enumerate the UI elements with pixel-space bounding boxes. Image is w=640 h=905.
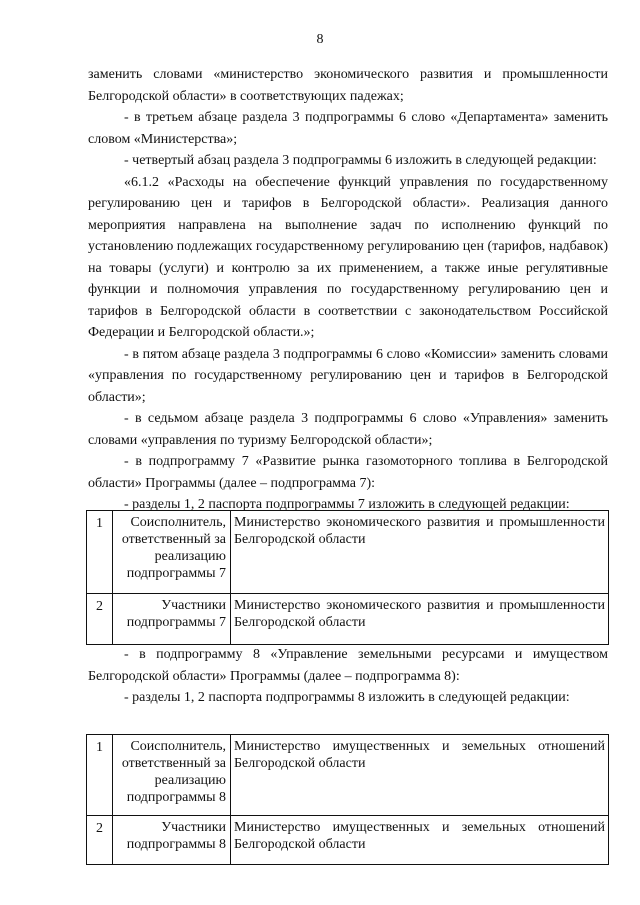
passport-table-subprogram-7 [86, 510, 609, 645]
amendments-text-block [88, 64, 608, 516]
paragraph: - в седьмом абзаце раздела 3 подпрограммы 6 слово «Управления» заменить словами «управления по туризму Белгородской области»; [88, 411, 608, 448]
page-number: 8 [316, 32, 324, 47]
row-value: Министерство экономического развития и промышленности Белгородской области [231, 511, 609, 594]
paragraph: - в подпрограмму 7 «Развитие рынка газомоторного топлива в Белгородской области» Программы (далее – подпрограмма 7): [88, 454, 608, 491]
row-label: Соисполнитель, ответственный за реализацию подпрограммы 8 [113, 735, 231, 816]
paragraph: заменить словами «министерство экономического развития и промышленности Белгородской области» в соответствующих падежах; [88, 67, 608, 104]
row-value: Министерство имущественных и земельных отношений Белгородской области [231, 816, 609, 865]
quoted-paragraph: «6.1.2 «Расходы на обеспечение функций управления по государственному регулированию цен и тарифов в Белгородской области». Реализация данного мероприятия направлена на выполнение задач по исполнению функций по установлению подлежащих государственному регулированию цен (тарифов, надбавок) на товары (услуги) и контролю за их применением, а также иные регулятивные функции и полномочия управления по государственному регулированию цен и тарифов в Белгородской области в соответствии с законодательством Российской Федерации и Белгородской области.»; [88, 174, 608, 340]
table-row [87, 594, 609, 645]
row-label: Соисполнитель, ответственный за реализацию подпрограммы 7 [113, 511, 231, 594]
amendments-text-block-2 [88, 644, 608, 709]
table-row [87, 735, 609, 816]
row-label: Участники подпрограммы 7 [113, 594, 231, 645]
paragraph: - четвертый абзац раздела 3 подпрограммы 6 изложить в следующей редакции: [124, 153, 597, 168]
paragraph: - в подпрограмму 8 «Управление земельными ресурсами и имуществом Белгородской области» Программы (далее – подпрограмма 8): [88, 647, 608, 684]
row-number: 1 [87, 511, 113, 594]
paragraph: - разделы 1, 2 паспорта подпрограммы 8 изложить в следующей редакции: [124, 690, 570, 705]
passport-table-subprogram-8 [86, 734, 609, 865]
row-label: Участники подпрограммы 8 [113, 816, 231, 865]
paragraph: - разделы 1, 2 паспорта подпрограммы 7 изложить в следующей редакции: [124, 497, 570, 512]
paragraph: - в пятом абзаце раздела 3 подпрограммы 6 слово «Комиссии» заменить словами «управления по государственному регулированию цен и тарифов в Белгородской области»; [88, 346, 608, 405]
paragraph: - в третьем абзаце раздела 3 подпрограммы 6 слово «Департамента» заменить словом «Министерства»; [88, 110, 608, 147]
table-row [87, 511, 609, 594]
row-value: Министерство экономического развития и промышленности Белгородской области [231, 594, 609, 645]
row-number: 2 [87, 594, 113, 645]
row-number: 1 [87, 735, 113, 816]
table-row [87, 816, 609, 865]
row-value: Министерство имущественных и земельных отношений Белгородской области [231, 735, 609, 816]
row-number: 2 [87, 816, 113, 865]
